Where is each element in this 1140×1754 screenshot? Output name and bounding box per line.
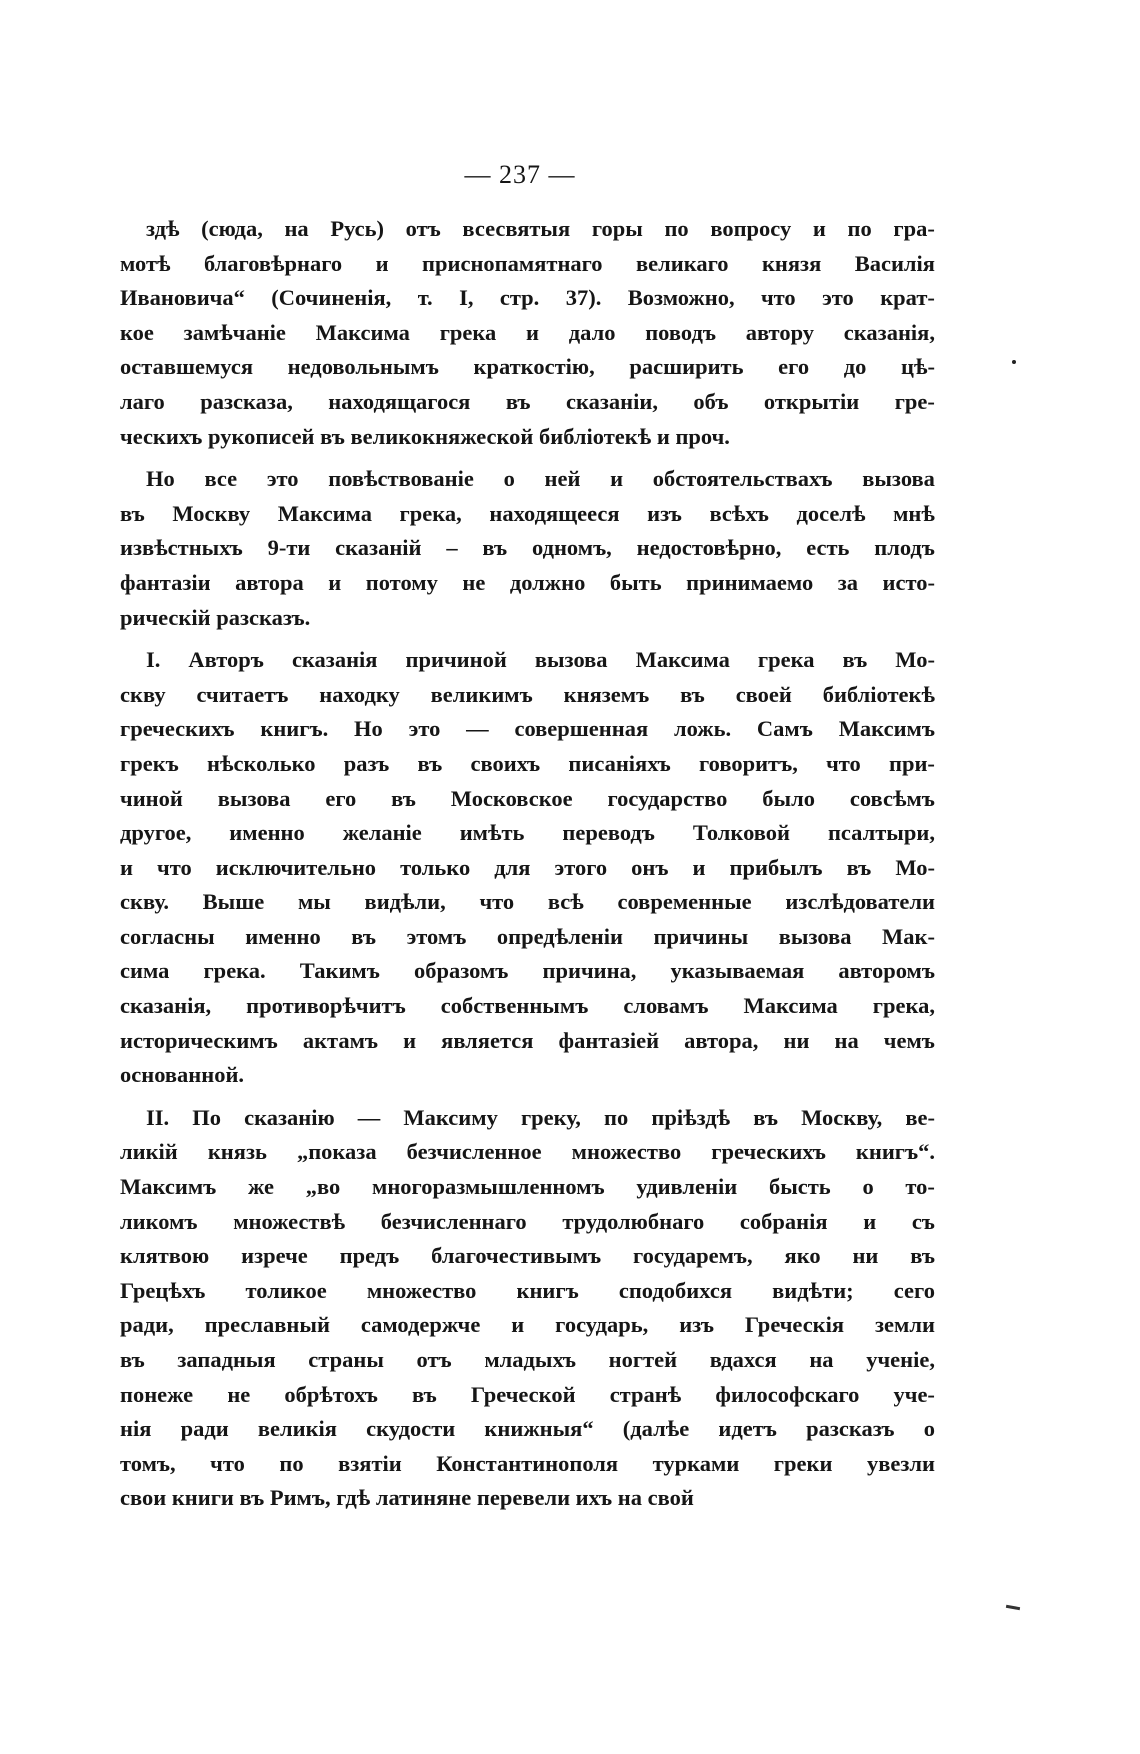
text-line: фантазіи автора и потому не должно быть принимаемо за исто- [120, 569, 935, 595]
text-line: въ Москву Максима грека, находящееся изъ всѣхъ доселѣ мнѣ [120, 500, 935, 526]
text-line: клятвою изрече предъ благочестивымъ государемъ, яко ни въ [120, 1243, 935, 1269]
text-line: сима грека. Такимъ образомъ причина, указываемая авторомъ [120, 958, 935, 984]
text-line: въ западныя страны отъ младыхъ ногтей вдахся на ученіе, [120, 1347, 935, 1372]
text-line: Ивановича“ (Сочиненія, т. I, стр. 37). Возможно, что это крат- [120, 285, 935, 311]
text-line: греческихъ книгъ. Но это — совершенная ложь. Самъ Максимъ [120, 716, 935, 742]
text-line: основанной. [120, 1062, 245, 1088]
paragraph-2 [120, 462, 935, 635]
text-line: томъ, что по взятіи Константинополя турками греки увезли [120, 1450, 935, 1476]
text-line: ческихъ рукописей въ великокняжеской библіотекѣ и проч. [120, 423, 730, 449]
text-line: рическій разсказъ. [120, 604, 311, 630]
text-line: II. По сказанію — Максиму греку, по пріѣздѣ въ Москву, ве- [146, 1104, 935, 1130]
print-mark [1006, 1605, 1020, 1610]
page-number: — 237 — [464, 160, 576, 189]
text-line: и что исключительно только для этого онъ и прибылъ въ Мо- [120, 854, 935, 880]
text-line: понеже не обрѣтохъ въ Греческой странѣ философскаго уче- [120, 1381, 935, 1407]
text-line: чиной вызова его въ Московское государство было совсѣмъ [120, 785, 935, 811]
paragraph-4 [120, 1101, 935, 1516]
text-line: Но все это повѣствованіе о ней и обстоятельствахъ вызова [146, 466, 935, 492]
text-line: грекъ нѣсколько разъ въ своихъ писаніяхъ говоритъ, что при- [120, 750, 935, 776]
text-line: здѣ (сюда, на Русь) отъ всесвятыя горы по вопросу и по гра- [146, 216, 935, 241]
text-line: нія ради великія скудости книжныя“ (далѣе идетъ разсказъ о [120, 1416, 935, 1442]
text-line: Грецѣхъ толикое множество книгъ сподобихся видѣти; сего [120, 1277, 935, 1303]
text-line: скву считаетъ находку великимъ княземъ въ своей библіотекѣ [120, 681, 935, 707]
text-line: скву. Выше мы видѣли, что всѣ современные изслѣдователи [120, 889, 935, 915]
text-line: лаго разсказа, находящагося въ сказаніи, объ открытіи гре- [120, 388, 935, 414]
text-line: I. Авторъ сказанія причиной вызова Максима грека въ Мо- [146, 647, 935, 673]
text-line: ликій князь „показа безчисленное множество греческихъ книгъ“. [120, 1139, 935, 1165]
text-line: оставшемуся недовольнымъ краткостію, расширить его до цѣ- [120, 354, 935, 380]
text-line: кое замѣчаніе Максима грека и дало поводъ автору сказанія, [120, 319, 935, 345]
text-line: мотѣ благовѣрнаго и приснопамятнаго великаго князя Василія [120, 250, 935, 276]
print-speck [1012, 360, 1016, 364]
body-text [120, 212, 935, 1524]
text-line: ради, преславный самодержче и государь, изъ Греческія земли [120, 1312, 935, 1338]
text-line: согласны именно въ этомъ опредѣленіи причины вызова Мак- [120, 923, 935, 949]
text-line: свои книги въ Римъ, гдѣ латиняне перевели ихъ на свой [120, 1485, 694, 1511]
paragraph-3 [120, 643, 935, 1093]
text-line: сказанія, противорѣчитъ собственнымъ словамъ Максима грека, [120, 993, 935, 1019]
paragraph-1 [120, 212, 935, 454]
text-line: историческимъ актамъ и является фантазіей автора, ни на чемъ [120, 1027, 935, 1053]
text-line: ликомъ множествѣ безчисленнаго трудолюбнаго собранія и съ [120, 1208, 935, 1234]
text-line: другое, именно желаніе имѣть переводъ Толковой псалтыри, [120, 820, 935, 846]
text-line: Максимъ же „во многоразмышленномъ удивленіи бысть о то- [120, 1174, 935, 1200]
text-line: извѣстныхъ 9-ти сказаній – въ одномъ, недостовѣрно, есть плодъ [120, 535, 935, 561]
